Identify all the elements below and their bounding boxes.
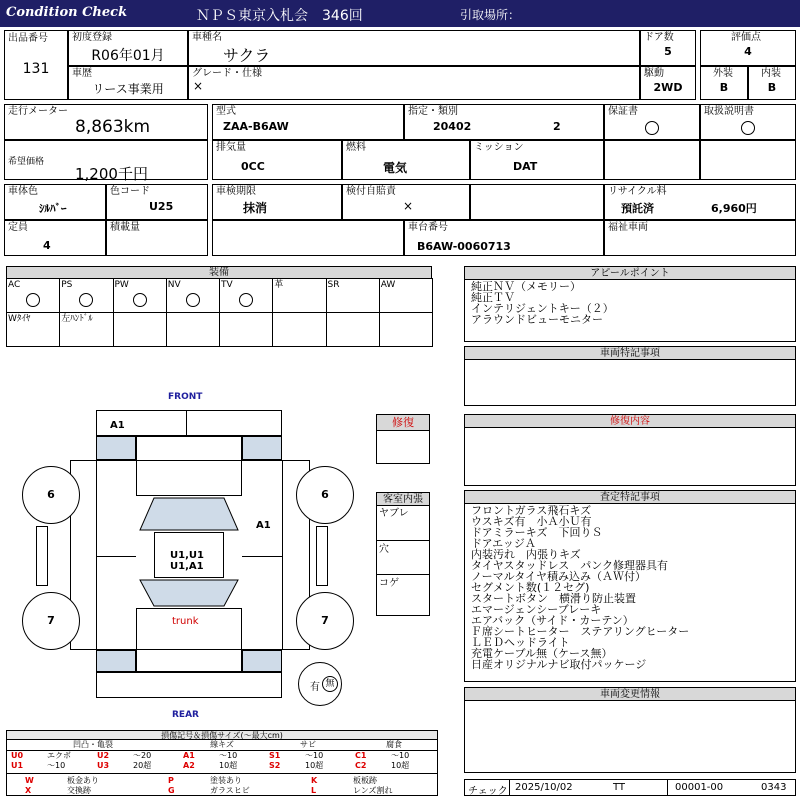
legend-desc: 交換跡 xyxy=(67,786,91,795)
history-box xyxy=(68,66,188,100)
equipment-label: PW xyxy=(114,280,129,290)
logo: Condition Check xyxy=(6,5,128,20)
exterior-box xyxy=(700,66,748,100)
score-label: 評価点 xyxy=(731,32,761,43)
load-box xyxy=(106,220,208,256)
legend-desc: ～10 xyxy=(305,751,324,760)
legend-divider xyxy=(7,773,437,774)
note-line: ＬＥＤヘッドライト xyxy=(471,636,570,649)
reg-label: 初度登録 xyxy=(72,32,112,43)
grade-box xyxy=(188,66,640,100)
legend-code: A2 xyxy=(183,761,195,770)
legend-code: X xyxy=(25,786,32,795)
right-door-split xyxy=(242,556,282,557)
interior-detail-title: 客室内張 xyxy=(377,493,429,506)
equipment-label: NV xyxy=(167,280,181,290)
exterior-label: 外装 xyxy=(713,68,733,79)
warranty-label: 保証書 xyxy=(608,106,638,117)
left-door-split xyxy=(96,556,136,557)
color-code-label: 色コード xyxy=(110,186,150,197)
doors-value: 5 xyxy=(664,45,672,58)
recycle-box xyxy=(604,184,796,220)
equipment-cell xyxy=(6,278,60,313)
rear-hatch xyxy=(136,608,242,672)
note-line: ウスキズ有 小Ａ小Ｕ有 xyxy=(471,515,592,528)
history-label: 車歴 xyxy=(72,68,92,79)
check-label: チェック xyxy=(468,786,508,797)
legend-code: U2 xyxy=(97,751,110,760)
blank-box-4 xyxy=(212,220,404,256)
rear-bumper xyxy=(96,672,282,698)
score-box xyxy=(700,30,796,66)
pickup-label: 引取場所： xyxy=(460,8,521,22)
mark-right: A1 xyxy=(256,520,271,531)
designation-label: 指定・類別 xyxy=(408,106,458,117)
car-diagram xyxy=(0,380,370,720)
blank-box-1 xyxy=(604,140,700,180)
price-label: 希望価格 xyxy=(8,157,45,167)
hood xyxy=(136,436,242,496)
model-value: サクラ xyxy=(223,46,271,65)
legend-header: 凹凸・亀裂 xyxy=(7,740,179,751)
legend-header: 線キズ xyxy=(179,740,265,751)
legend-desc: レンズ割れ xyxy=(353,786,393,795)
taillight-left xyxy=(96,650,136,672)
fuel-box xyxy=(342,140,470,180)
recycle-status: 預託済 xyxy=(621,202,654,215)
legend-header: 腐食 xyxy=(351,740,437,751)
welfare-box xyxy=(604,220,796,256)
note-line: Ｆ席シートヒーター ステアリングヒーター xyxy=(471,625,690,638)
tire-rear-left: 7 xyxy=(22,592,80,650)
color-box xyxy=(4,184,106,220)
equipment-cell xyxy=(166,278,220,313)
check-row xyxy=(464,779,796,796)
interior-detail-list xyxy=(377,506,429,616)
check-sep xyxy=(509,780,510,795)
spare-label: 有 xyxy=(310,682,320,693)
legend-desc: ガラスヒビ xyxy=(210,786,250,795)
special-title: 車両特記事項 xyxy=(465,347,795,360)
notes-lines xyxy=(471,505,689,670)
designation-value1: 20402 xyxy=(433,120,472,133)
legend-code: G xyxy=(168,786,175,795)
legend-desc: 板板跡 xyxy=(353,776,377,785)
katashiki-label: 型式 xyxy=(216,106,236,117)
mileage-box xyxy=(4,104,208,140)
left-door-line xyxy=(96,460,97,650)
katashiki-box xyxy=(212,104,404,140)
equipment-label: SR xyxy=(327,280,340,290)
check-code2: 0343 xyxy=(761,782,787,793)
equipment-label: AW xyxy=(380,280,396,290)
interior-label: 内装 xyxy=(761,68,781,79)
equipment-label: AC xyxy=(8,280,21,290)
equipment-cell xyxy=(113,278,167,313)
chassis-value: B6AW-0060713 xyxy=(417,240,511,253)
note-line: アラウンドビューモニター xyxy=(471,313,603,326)
legend-header: サビ xyxy=(265,740,351,751)
repair-content-title: 修復内容 xyxy=(465,415,795,428)
reg-box xyxy=(68,30,188,66)
equipment-cell xyxy=(326,312,380,347)
note-line: 純正ＴＶ xyxy=(471,291,515,304)
manual-label: 取扱説明書 xyxy=(704,106,754,117)
equipment-cell xyxy=(166,312,220,347)
legend-desc: ～20 xyxy=(133,751,152,760)
displacement-value: 0CC xyxy=(241,160,265,173)
header-bar xyxy=(0,0,800,27)
equipment-cell xyxy=(379,312,433,347)
blank-box-2 xyxy=(700,140,796,180)
legend-code: C1 xyxy=(355,751,367,760)
lot-value: 131 xyxy=(22,61,50,77)
reg-value: R06年01月 xyxy=(91,48,165,64)
exterior-value: B xyxy=(719,81,729,94)
equipment-label: 革 xyxy=(274,280,284,290)
changes-panel xyxy=(464,687,796,773)
note-line: ドアエッジＡ xyxy=(471,537,536,550)
equipment-check-circle xyxy=(133,293,147,307)
note-line: スタートボタン 横滑り防止装置 xyxy=(471,592,636,605)
check-code1: 00001-00 xyxy=(675,782,724,793)
legend-desc: ～10 xyxy=(219,751,238,760)
note-line: 充電ケーブル無（ケース無） xyxy=(471,647,613,660)
liability-box xyxy=(342,184,470,220)
displacement-label: 排気量 xyxy=(216,142,246,153)
note-line: フロントガラス飛石キズ xyxy=(471,504,592,517)
appeal-title: アピールポイント xyxy=(465,267,795,280)
color-code-box xyxy=(106,184,208,220)
left-side-panel xyxy=(36,526,48,586)
chassis-label: 車台番号 xyxy=(408,222,448,233)
drive-box xyxy=(640,66,696,100)
legend-title: 損傷記号＆損傷サイズ(～最大cm) xyxy=(7,731,437,740)
mark-roof1: U1,U1 xyxy=(170,550,204,561)
legend-code: P xyxy=(168,776,174,785)
windshield xyxy=(136,496,242,532)
legend-desc: 10超 xyxy=(391,761,410,770)
rear-window xyxy=(136,578,242,608)
note-line: インテリジェントキー（２） xyxy=(471,302,614,315)
interior-value: B xyxy=(767,81,777,94)
mileage-label: 走行メーター xyxy=(8,106,68,117)
equipment-label: Wﾀｲﾔ xyxy=(8,314,31,324)
chassis-box xyxy=(404,220,604,256)
appeal-panel xyxy=(464,266,796,342)
right-side-panel xyxy=(316,526,328,586)
blank-box-3 xyxy=(470,184,604,220)
changes-title: 車両変更情報 xyxy=(465,688,795,701)
tire-rear-right: 7 xyxy=(296,592,354,650)
warranty-box xyxy=(604,104,700,140)
drive-label: 駆動 xyxy=(644,68,664,79)
auction-title: ＮＰＳ東京入札会 346回 xyxy=(196,8,363,24)
equipment-cell xyxy=(326,278,380,313)
recycle-label: リサイクル料 xyxy=(608,186,667,197)
interior-box xyxy=(748,66,796,100)
welfare-label: 福祉車両 xyxy=(608,222,648,233)
equipment-cell xyxy=(59,312,113,347)
equipment-title: 装備 xyxy=(7,267,431,279)
check-inspector: TT xyxy=(613,782,626,793)
model-label: 車種名 xyxy=(192,32,222,43)
legend-desc: 20超 xyxy=(133,761,152,770)
equipment-cell xyxy=(379,278,433,313)
equipment-cell xyxy=(59,278,113,313)
taillight-right xyxy=(242,650,282,672)
legend-code: S2 xyxy=(269,761,281,770)
headlight-left xyxy=(96,436,136,460)
legend-code: W xyxy=(25,776,34,785)
mission-value: DAT xyxy=(513,160,538,173)
equipment-label: TV xyxy=(221,280,233,290)
spare-value: 無 xyxy=(322,676,338,692)
legend-code: K xyxy=(311,776,318,785)
liability-label: 検付自賠責 xyxy=(346,186,396,197)
designation-box xyxy=(404,104,604,140)
note-line: ノーマルタイヤ積み込み（ＡＷ付） xyxy=(471,570,647,583)
equipment-cell xyxy=(219,312,273,347)
check-sep2 xyxy=(667,780,668,795)
interior-item-burn: コゲ xyxy=(379,578,399,589)
repair-content-panel xyxy=(464,414,796,486)
doors-box xyxy=(640,30,696,66)
legend-desc: 板金あり xyxy=(67,776,99,785)
front-label: FRONT xyxy=(168,392,203,402)
price-box xyxy=(4,140,208,183)
inspection-label: 車検期限 xyxy=(216,186,256,197)
note-line: 純正ＮＶ（メモリー） xyxy=(471,280,581,293)
note-line: セグメント数(１２セグ) xyxy=(471,581,590,594)
bumper-split xyxy=(186,410,187,436)
fuel-value: 電気 xyxy=(383,161,408,175)
equipment-check-circle xyxy=(26,293,40,307)
legend-desc: 10超 xyxy=(305,761,324,770)
interior-item-hole: 穴 xyxy=(379,544,389,555)
legend-code: L xyxy=(311,786,317,795)
fuel-label: 燃料 xyxy=(346,142,366,153)
tire-front-left: 6 xyxy=(22,466,80,524)
mileage-value: 8,863km xyxy=(75,117,151,137)
mark-front: A1 xyxy=(110,420,125,431)
designation-value2: 2 xyxy=(553,120,561,133)
right-door-line xyxy=(282,460,283,650)
price-value: 1,200千円 xyxy=(75,165,148,183)
color-value: ｼﾙﾊﾞｰ xyxy=(39,202,67,215)
equipment-check-circle xyxy=(79,293,93,307)
legend-grid xyxy=(7,740,437,796)
rear-label: REAR xyxy=(172,710,199,720)
equipment-label: PS xyxy=(61,280,73,290)
interior-item-tear: ヤブレ xyxy=(379,508,409,519)
lot-label: 出品番号 xyxy=(8,33,48,44)
equipment-cell xyxy=(6,312,60,347)
displacement-box xyxy=(212,140,342,180)
trunk-label: trunk xyxy=(172,616,199,627)
appeal-lines xyxy=(471,281,614,325)
warranty-circle xyxy=(645,121,659,135)
equipment-check-circle xyxy=(239,293,253,307)
legend-code: U0 xyxy=(11,751,24,760)
legend-desc: ～10 xyxy=(391,751,410,760)
doors-label: ドア数 xyxy=(644,32,674,43)
drive-value: 2WD xyxy=(653,81,683,94)
interior-detail-box xyxy=(376,492,430,616)
repair-title: 修復 xyxy=(377,415,429,431)
legend-code: C2 xyxy=(355,761,367,770)
note-line: エマージェンシーブレーキ xyxy=(471,603,602,616)
inspection-value: 抹消 xyxy=(243,201,268,215)
legend-desc: 塗装あり xyxy=(210,776,242,785)
mission-label: ミッション xyxy=(474,142,524,153)
color-label: 車体色 xyxy=(8,186,38,197)
load-label: 積載量 xyxy=(110,222,140,233)
legend-code: U3 xyxy=(97,761,110,770)
note-line: 内装汚れ 内張りキズ xyxy=(471,548,581,561)
divider xyxy=(377,540,429,541)
equipment-cell xyxy=(113,312,167,347)
legend-desc: 10超 xyxy=(219,761,238,770)
equipment-label: 左ﾊﾝﾄﾞﾙ xyxy=(61,314,93,324)
model-box xyxy=(188,30,640,66)
mark-roof2: U1,A1 xyxy=(170,561,204,572)
manual-box xyxy=(700,104,796,140)
capacity-value: 4 xyxy=(43,239,51,252)
headlight-right xyxy=(242,436,282,460)
repair-box xyxy=(376,414,430,464)
capacity-label: 定員 xyxy=(8,222,28,233)
recycle-value: 6,960円 xyxy=(711,202,757,215)
lot-box xyxy=(4,30,68,100)
history-value: リース事業用 xyxy=(92,82,164,96)
grade-value: × xyxy=(193,79,204,93)
tire-front-right: 6 xyxy=(296,466,354,524)
mission-box xyxy=(470,140,604,180)
check-date: 2025/10/02 xyxy=(515,782,573,793)
legend-code: S1 xyxy=(269,751,281,760)
note-line: タイヤスタッドレス パンク修理器具有 xyxy=(471,559,669,572)
spare-tire xyxy=(298,662,342,706)
legend-desc: エクボ xyxy=(47,751,71,760)
equipment-cell xyxy=(272,278,326,313)
score-value: 4 xyxy=(744,45,752,58)
divider xyxy=(377,574,429,575)
legend-code: A1 xyxy=(183,751,195,760)
legend-code: U1 xyxy=(11,761,24,770)
note-line: ドアミラーキズ 下回りＳ xyxy=(471,526,603,539)
capacity-box xyxy=(4,220,106,256)
notes-panel xyxy=(464,490,796,682)
special-panel xyxy=(464,346,796,406)
equipment-cell xyxy=(272,312,326,347)
note-line: 日産オリジナルナビ取付パッケージ xyxy=(471,658,647,671)
equipment-cell xyxy=(219,278,273,313)
notes-title: 査定特記事項 xyxy=(465,491,795,504)
liability-value: × xyxy=(403,199,414,213)
note-line: エアバック（サイド・カーテン） xyxy=(471,614,634,627)
grade-label: グレード・仕様 xyxy=(192,68,262,79)
inspection-box xyxy=(212,184,342,220)
legend-desc: ～10 xyxy=(47,761,66,770)
color-code-value: U25 xyxy=(149,200,174,213)
equipment-check-circle xyxy=(186,293,200,307)
katashiki-value: ZAA-B6AW xyxy=(223,120,289,133)
legend-panel xyxy=(6,730,438,796)
manual-circle xyxy=(741,121,755,135)
